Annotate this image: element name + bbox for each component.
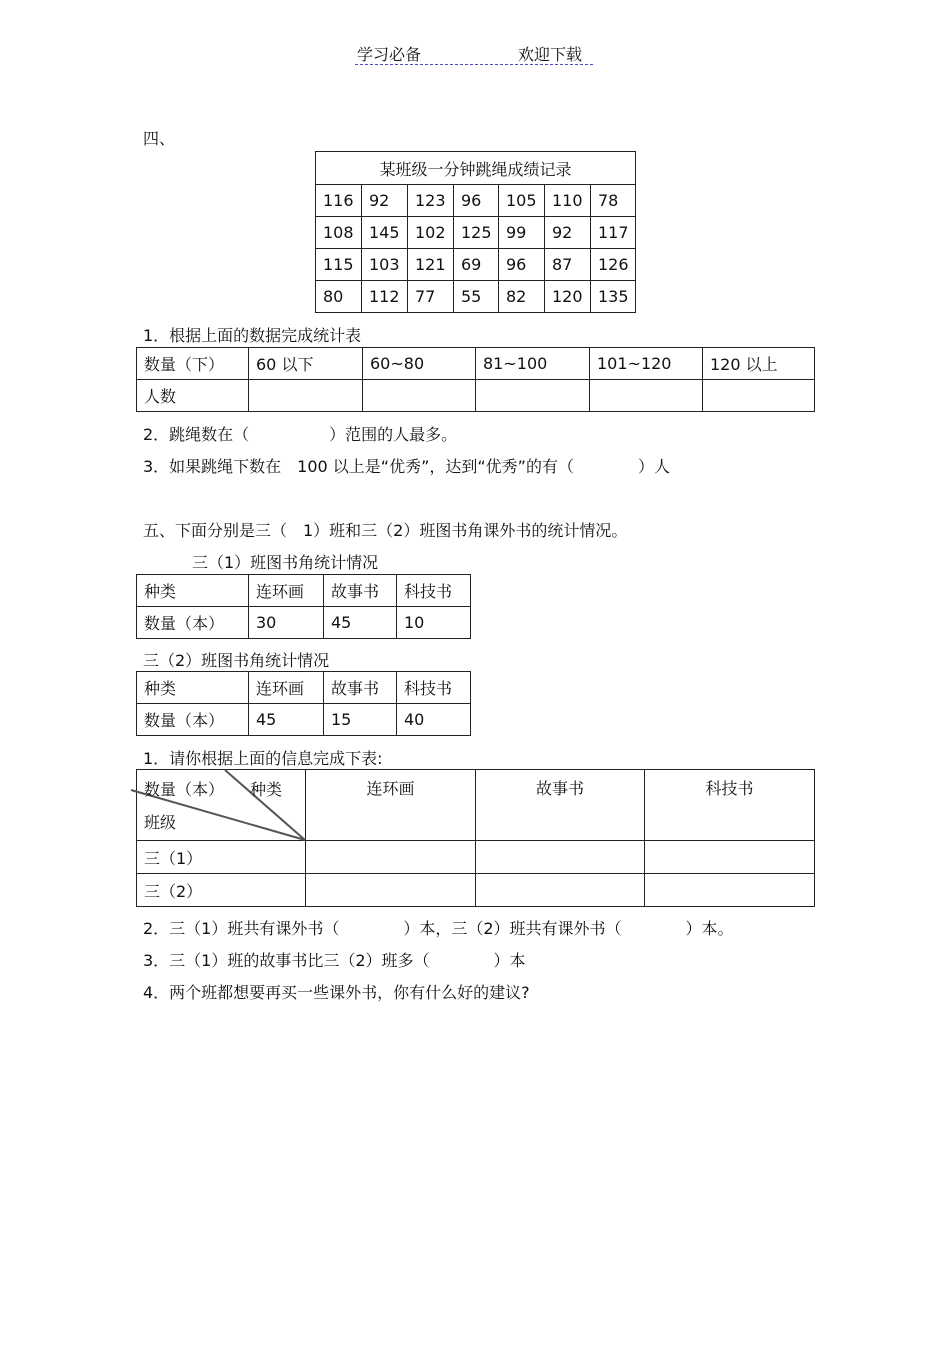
summary-row-label: 三（1） xyxy=(137,841,306,874)
class1-header: 科技书 xyxy=(397,575,471,607)
jump-cell: 92 xyxy=(362,185,408,217)
table-row xyxy=(137,348,815,380)
jump-stats-table xyxy=(136,347,815,412)
class1-cell: 45 xyxy=(324,607,397,639)
jump-table-title: 某班级一分钟跳绳成绩记录 xyxy=(316,152,636,185)
jump-cell: 112 xyxy=(362,281,408,313)
class1-caption: 三（1）班图书角统计情况 xyxy=(192,553,379,572)
stats-header: 数量（下） xyxy=(137,348,249,380)
summary-column-header: 故事书 xyxy=(476,770,645,841)
summary-answer-cell[interactable] xyxy=(476,841,645,874)
table-row xyxy=(137,874,815,907)
table-row xyxy=(137,575,471,607)
jump-cell: 80 xyxy=(316,281,362,313)
stats-answer-cell[interactable] xyxy=(476,380,590,412)
stats-answer-cell[interactable] xyxy=(363,380,476,412)
class1-cell: 数量（本） xyxy=(137,607,249,639)
table-row xyxy=(137,672,471,704)
jump-cell: 82 xyxy=(499,281,545,313)
jump-cell: 135 xyxy=(591,281,636,313)
diagonal-header-cell xyxy=(137,770,306,841)
section5-question-1: 1．请你根据上面的信息完成下表: xyxy=(143,749,383,768)
section5-intro: 五、下面分别是三（ 1）班和三（2）班图书角课外书的统计情况。 xyxy=(143,521,628,540)
header-right: 欢迎下载 xyxy=(518,45,583,64)
jump-cell: 110 xyxy=(545,185,591,217)
table-row xyxy=(137,704,471,736)
jump-cell: 96 xyxy=(499,249,545,281)
stats-answer-cell[interactable] xyxy=(249,380,363,412)
header-left: 学习必备 xyxy=(357,45,422,64)
class2-cell: 数量（本） xyxy=(137,704,249,736)
table-row xyxy=(137,770,815,841)
table-row xyxy=(137,607,471,639)
class2-header: 故事书 xyxy=(324,672,397,704)
table-row xyxy=(137,380,815,412)
jump-cell: 145 xyxy=(362,217,408,249)
jump-cell: 78 xyxy=(591,185,636,217)
stats-answer-cell[interactable] xyxy=(590,380,703,412)
header-underline xyxy=(355,64,593,65)
section5-question-4: 4．两个班都想要再买一些课外书，你有什么好的建议? xyxy=(143,983,530,1002)
jump-cell: 103 xyxy=(362,249,408,281)
jump-cell: 108 xyxy=(316,217,362,249)
table-row xyxy=(137,841,815,874)
class2-header: 连环画 xyxy=(249,672,324,704)
summary-answer-cell[interactable] xyxy=(645,874,815,907)
summary-answer-cell[interactable] xyxy=(476,874,645,907)
jump-cell: 105 xyxy=(499,185,545,217)
section4-question-3: 3．如果跳绳下数在 100 以上是“优秀”，达到“优秀”的有（ ）人 xyxy=(143,457,670,476)
corner-label-category: 种类 xyxy=(250,780,283,799)
jump-cell: 77 xyxy=(408,281,454,313)
stats-header: 60~80 xyxy=(363,348,476,380)
stats-row-label: 人数 xyxy=(137,380,249,412)
table-row xyxy=(316,281,636,313)
table-row xyxy=(316,217,636,249)
jump-cell: 121 xyxy=(408,249,454,281)
jump-cell: 126 xyxy=(591,249,636,281)
jump-cell: 96 xyxy=(454,185,499,217)
class1-header: 连环画 xyxy=(249,575,324,607)
stats-header: 60 以下 xyxy=(249,348,363,380)
class2-cell: 15 xyxy=(324,704,397,736)
stats-header: 120 以上 xyxy=(703,348,815,380)
class2-cell: 40 xyxy=(397,704,471,736)
class1-cell: 10 xyxy=(397,607,471,639)
table-row xyxy=(316,249,636,281)
class2-cell: 45 xyxy=(249,704,324,736)
summary-column-header: 连环画 xyxy=(306,770,476,841)
jump-cell: 120 xyxy=(545,281,591,313)
jump-cell: 69 xyxy=(454,249,499,281)
class1-books-table xyxy=(136,574,471,639)
class2-header: 科技书 xyxy=(397,672,471,704)
corner-label-quantity: 数量（本） xyxy=(144,780,225,799)
jump-cell: 99 xyxy=(499,217,545,249)
jump-cell: 102 xyxy=(408,217,454,249)
class2-header: 种类 xyxy=(137,672,249,704)
class2-books-table xyxy=(136,671,471,736)
summary-column-header: 科技书 xyxy=(645,770,815,841)
jump-cell: 123 xyxy=(408,185,454,217)
class1-cell: 30 xyxy=(249,607,324,639)
summary-table xyxy=(136,769,815,907)
class2-caption: 三（2）班图书角统计情况 xyxy=(143,651,330,670)
jump-cell: 115 xyxy=(316,249,362,281)
stats-answer-cell[interactable] xyxy=(703,380,815,412)
stats-header: 81~100 xyxy=(476,348,590,380)
summary-row-label: 三（2） xyxy=(137,874,306,907)
class1-header: 种类 xyxy=(137,575,249,607)
section5-question-2: 2．三（1）班共有课外书（ ）本，三（2）班共有课外书（ ）本。 xyxy=(143,919,734,938)
class1-header: 故事书 xyxy=(324,575,397,607)
section4-label: 四、 xyxy=(143,129,176,148)
summary-answer-cell[interactable] xyxy=(306,841,476,874)
jump-cell: 87 xyxy=(545,249,591,281)
jump-cell: 55 xyxy=(454,281,499,313)
jump-cell: 117 xyxy=(591,217,636,249)
section5-question-3: 3．三（1）班的故事书比三（2）班多（ ）本 xyxy=(143,951,526,970)
jump-cell: 92 xyxy=(545,217,591,249)
section4-question-2: 2．跳绳数在（ ）范围的人最多。 xyxy=(143,425,458,444)
jump-cell: 125 xyxy=(454,217,499,249)
summary-answer-cell[interactable] xyxy=(645,841,815,874)
section4-question-1: 1．根据上面的数据完成统计表 xyxy=(143,326,362,345)
table-row xyxy=(316,185,636,217)
corner-label-class: 班级 xyxy=(144,813,177,832)
summary-answer-cell[interactable] xyxy=(306,874,476,907)
jump-cell: 116 xyxy=(316,185,362,217)
stats-header: 101~120 xyxy=(590,348,703,380)
jump-rope-record-table xyxy=(315,151,636,313)
